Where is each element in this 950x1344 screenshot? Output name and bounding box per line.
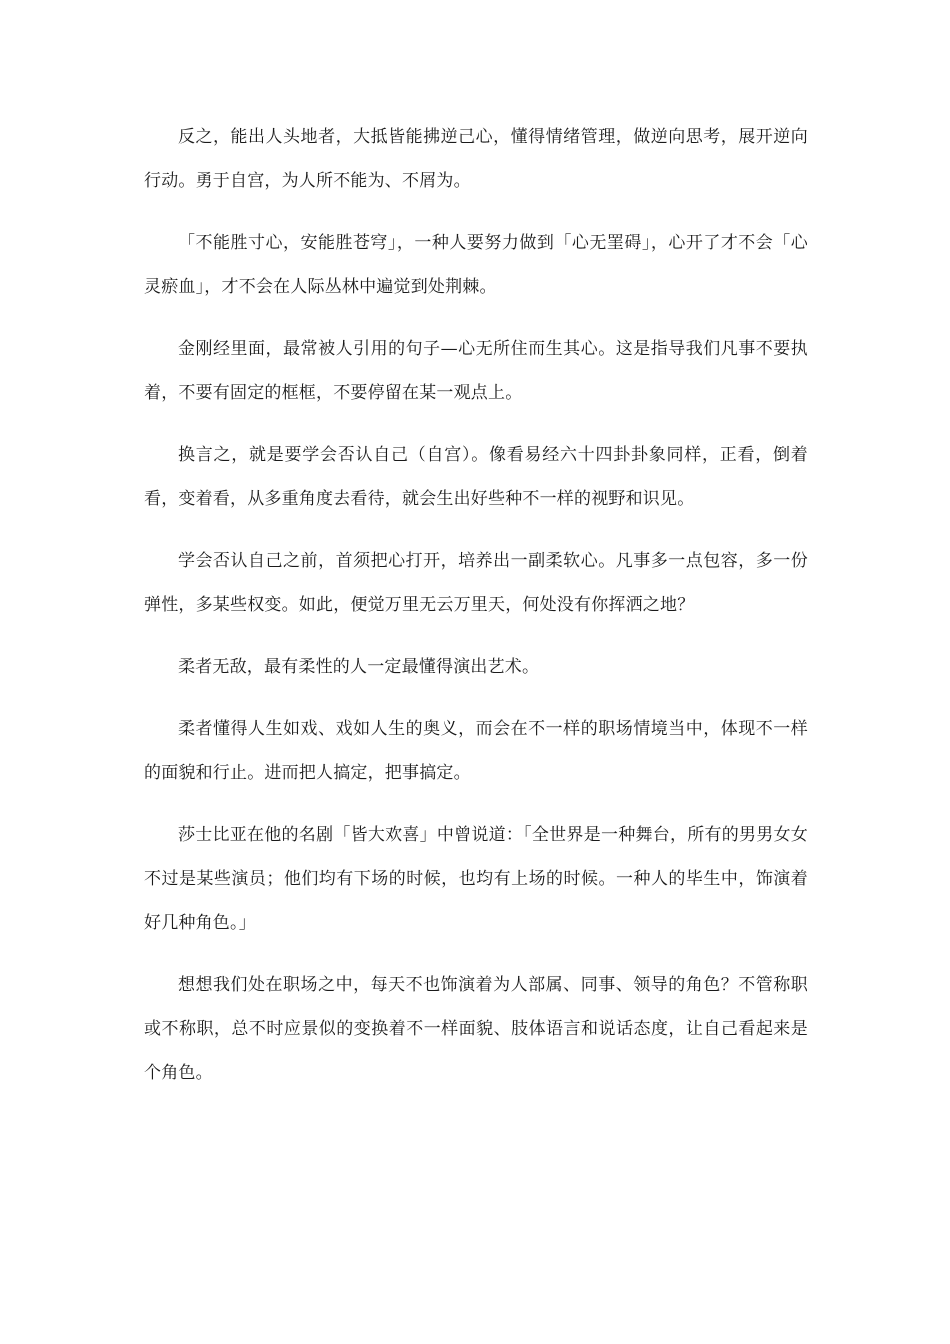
paragraph-2: 「不能胜寸心，安能胜苍穹」，一种人要努力做到「心无罣碍」，心开了才不会「心灵瘀血」，才不会在人际丛林中遍觉到处荆棘。 [144,233,808,297]
document-body [144,115,808,1113]
paragraph-5: 学会否认自己之前，首须把心打开，培养出一副柔软心。凡事多一点包容，多一份弹性，多某些权变。如此，便觉万里无云万里天，何处没有你挥洒之地？ [144,551,808,615]
paragraph-4: 换言之，就是要学会否认自己（自宫）。像看易经六十四卦卦象同样，正看，倒着看，变着看，从多重角度去看待，就会生出好些种不一样的视野和识见。 [144,445,808,509]
paragraph-8: 莎士比亚在他的名剧「皆大欢喜」中曾说道：「全世界是一种舞台，所有的男男女女不过是某些演员；他们均有下场的时候，也均有上场的时候。一种人的毕生中，饰演着好几种角色。」 [144,825,808,933]
paragraph-6: 柔者无敌，最有柔性的人一定最懂得演出艺术。 [178,657,540,677]
paragraph-9: 想想我们处在职场之中，每天不也饰演着为人部属、同事、领导的角色？不管称职或不称职，总不时应景似的变换着不一样面貌、肢体语言和说话态度，让自己看起来是个角色。 [144,975,808,1083]
paragraph-3: 金刚经里面，最常被人引用的句子—心无所住而生其心。这是指导我们凡事不要执着，不要有固定的框框，不要停留在某一观点上。 [144,339,808,403]
paragraph-1: 反之，能出人头地者，大抵皆能拂逆己心，懂得情绪管理，做逆向思考，展开逆向行动。勇于自宫，为人所不能为、不屑为。 [144,127,808,191]
paragraph-7: 柔者懂得人生如戏、戏如人生的奥义，而会在不一样的职场情境当中，体现不一样的面貌和行止。进而把人搞定，把事搞定。 [144,719,808,783]
